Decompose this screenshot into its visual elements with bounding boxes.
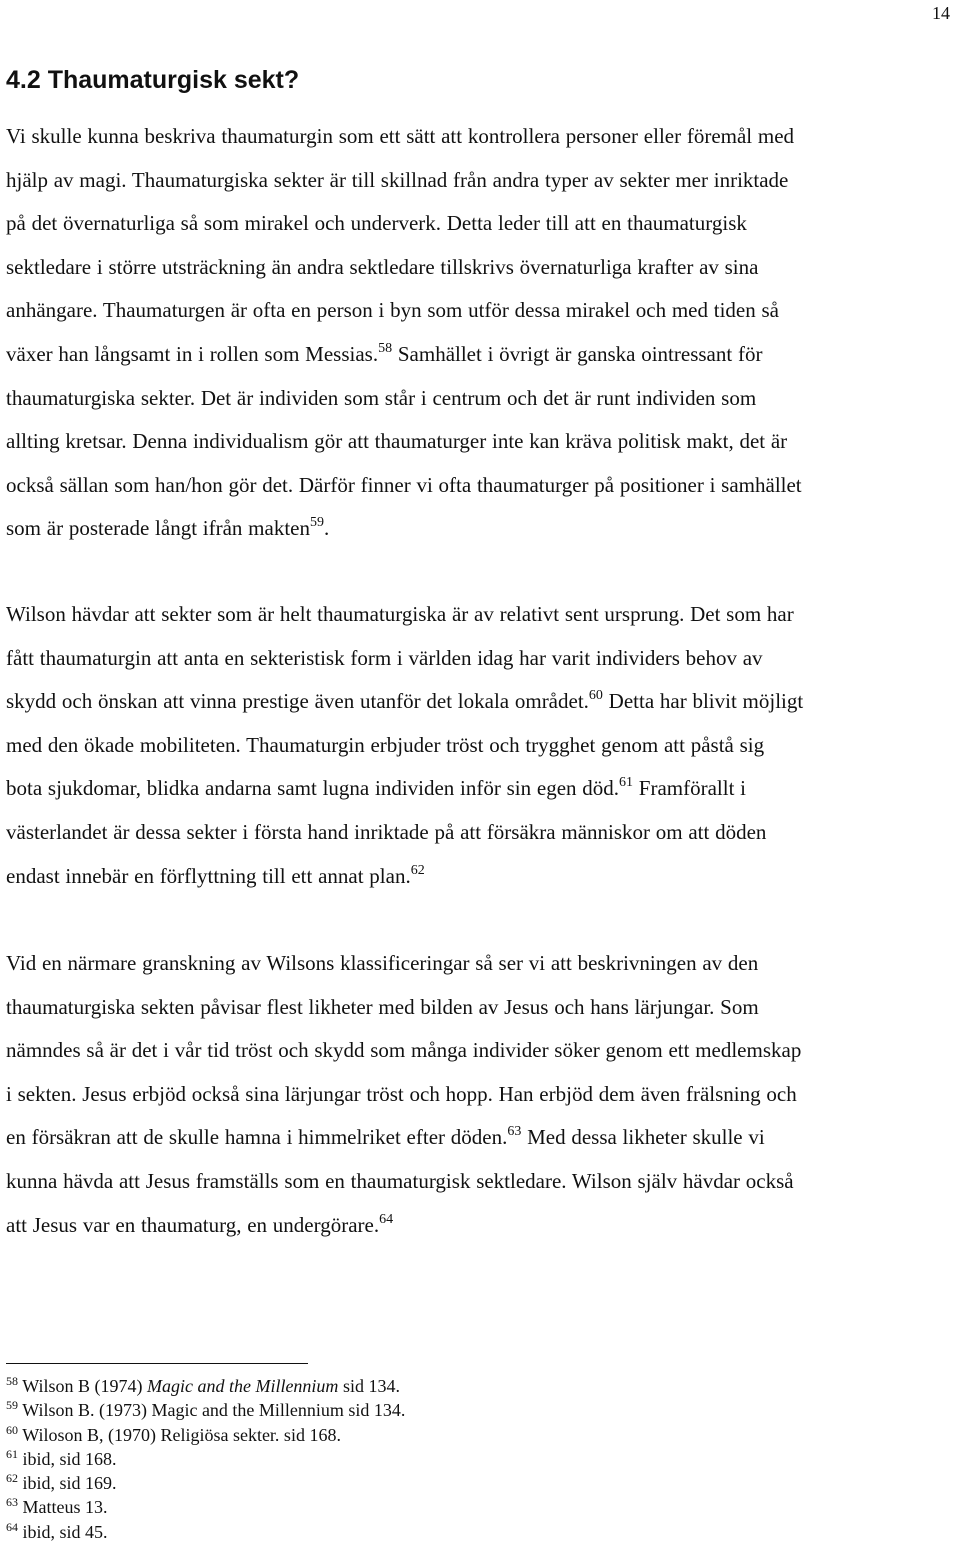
text-segment: Samhället i övrigt är ganska ointressant för <box>392 341 763 366</box>
footnote-reference[interactable]: 63 <box>507 1124 522 1140</box>
text-segment: Framförallt i <box>633 776 747 801</box>
footnote-separator <box>6 1363 308 1364</box>
footnote-list <box>6 1374 405 1544</box>
text-segment: växer han långsamt in i rollen som Messias. <box>6 341 379 366</box>
text-segment: Med dessa likheter skulle vi <box>521 1125 765 1150</box>
footnote-text: Matteus 13. <box>22 1497 108 1518</box>
footnote-text: ibid, sid 45. <box>22 1521 108 1542</box>
footnote-item <box>6 1398 405 1422</box>
text-line <box>6 637 956 681</box>
text-segment: fått thaumaturgin att anta en sekteristisk form i världen idag har varit individers behov av <box>6 645 763 670</box>
text-segment: sektledare i större utsträckning än andra sektledare tillskrivs övernaturliga krafter av sina <box>6 254 759 279</box>
text-line <box>6 246 956 290</box>
text-segment: på det övernaturliga så som mirakel och underverk. Detta leder till att en thaumaturgisk <box>6 211 747 236</box>
text-segment: thaumaturgiska sekter. Det är individen som står i centrum och det är runt individen som <box>6 385 757 410</box>
text-segment: Vid en närmare granskning av Wilsons klassificeringar så ser vi att beskrivningen av den <box>6 951 759 975</box>
footnote-number: 61 <box>6 1446 18 1461</box>
text-segment: som är posterade långt ifrån makten <box>6 516 310 541</box>
footnote-text: ibid, sid 168. <box>22 1448 117 1469</box>
body-paragraph <box>6 593 956 898</box>
text-line <box>6 464 956 508</box>
text-segment: i sekten. Jesus erbjöd också sina lärjungar tröst och hopp. Han erbjöd dem även frälsning och <box>6 1081 797 1106</box>
footnote-item <box>6 1423 405 1447</box>
footnote-text: ibid, sid 169. <box>22 1473 117 1494</box>
text-line <box>6 377 956 421</box>
text-segment: thaumaturgiska sekten påvisar flest likheter med bilden av Jesus och hans lärjungar. Som <box>6 994 759 1019</box>
text-segment: hjälp av magi. Thaumaturgiska sekter är till skillnad från andra typer av sekter mer inriktade <box>6 167 789 192</box>
text-segment: Wilson hävdar att sekter som är helt thaumaturgiska är av relativt sent ursprung. Det som har <box>6 602 794 626</box>
body-paragraph <box>6 942 956 1247</box>
text-segment: Detta har blivit möjligt <box>602 689 804 714</box>
text-segment: Vi skulle kunna beskriva thaumaturgin som ett sätt att kontrollera personer eller föremål med <box>6 124 795 148</box>
text-line <box>6 507 956 551</box>
footnote-item <box>6 1471 405 1495</box>
text-line <box>6 1029 956 1073</box>
text-segment: nämndes så är det i vår tid tröst och skydd som många individer söker genom ett medlemskap <box>6 1038 802 1063</box>
text-line <box>6 420 956 464</box>
text-segment: endast innebär en förflyttning till ett annat plan. <box>6 863 411 888</box>
page-number: 14 <box>932 3 950 23</box>
footnote-text: Wilson B. (1973) Magic and the Millennium sid 134. <box>22 1400 406 1421</box>
text-line <box>6 202 956 246</box>
text-line <box>6 115 956 159</box>
body-paragraph <box>6 115 956 551</box>
footnote-number: 58 <box>6 1374 18 1388</box>
text-line <box>6 159 956 203</box>
footnote-number: 64 <box>6 1519 18 1534</box>
footnote-text: Wilson B (1974) <box>22 1376 147 1396</box>
text-line <box>6 1204 956 1248</box>
section-heading: 4.2 Thaumaturgisk sekt? <box>6 66 300 94</box>
footnote-reference[interactable]: 64 <box>379 1211 394 1227</box>
text-segment: bota sjukdomar, blidka andarna samt lugna individen inför sin egen död. <box>6 776 620 801</box>
text-line <box>6 333 956 377</box>
text-segment: skydd och önskan att vinna prestige även utanför det lokala området. <box>6 689 589 714</box>
footnote-item <box>6 1495 405 1519</box>
footnote-reference[interactable]: 62 <box>410 862 425 878</box>
text-segment: västerlandet är dessa sekter i första hand inriktade på att försäkra människor om att döden <box>6 819 767 844</box>
footnote-reference[interactable]: 59 <box>309 515 324 531</box>
text-line <box>6 986 956 1030</box>
text-line <box>6 855 956 899</box>
footnote-text: sid 134. <box>338 1376 400 1396</box>
text-line <box>6 1116 956 1160</box>
text-line <box>6 1073 956 1117</box>
text-segment: . <box>323 516 330 541</box>
text-line <box>6 289 956 333</box>
footnote-number: 60 <box>6 1422 18 1437</box>
footnote-text: Wiloson B, (1970) Religiösa sekter. sid 168. <box>22 1424 341 1445</box>
footnote-item <box>6 1447 405 1471</box>
text-segment: en försäkran att de skulle hamna i himmelriket efter döden. <box>6 1125 508 1150</box>
footnote-item <box>6 1520 405 1544</box>
text-line <box>6 811 956 855</box>
footnote-reference[interactable]: 61 <box>619 775 634 791</box>
footnote-number: 62 <box>6 1471 18 1486</box>
text-segment: med den ökade mobiliteten. Thaumaturgin erbjuder tröst och trygghet genom att påstå sig <box>6 732 765 757</box>
text-segment: kunna hävda att Jesus framställs som en thaumaturgisk sektledare. Wilson själv hävdar också <box>6 1168 794 1193</box>
text-segment: att Jesus var en thaumaturg, en undergörare. <box>6 1212 380 1237</box>
text-segment: också sällan som han/hon gör det. Därför finner vi ofta thaumaturger på positioner i samhället <box>6 472 802 497</box>
footnote-item <box>6 1374 405 1398</box>
text-line <box>6 593 956 637</box>
footnote-number: 59 <box>6 1398 18 1413</box>
footnote-reference[interactable]: 60 <box>588 688 603 704</box>
footnote-title-italic: Magic and the Millennium <box>146 1376 339 1396</box>
text-line <box>6 767 956 811</box>
text-segment: anhängare. Thaumaturgen är ofta en person i byn som utför dessa mirakel och med tiden så <box>6 298 779 323</box>
footnote-reference[interactable]: 58 <box>378 340 393 356</box>
text-line <box>6 724 956 768</box>
text-line <box>6 1160 956 1204</box>
text-line <box>6 680 956 724</box>
text-segment: allting kretsar. Denna individualism gör att thaumaturger inte kan kräva politisk makt, det är <box>6 429 788 454</box>
footnote-number: 63 <box>6 1495 18 1510</box>
text-line <box>6 942 956 986</box>
